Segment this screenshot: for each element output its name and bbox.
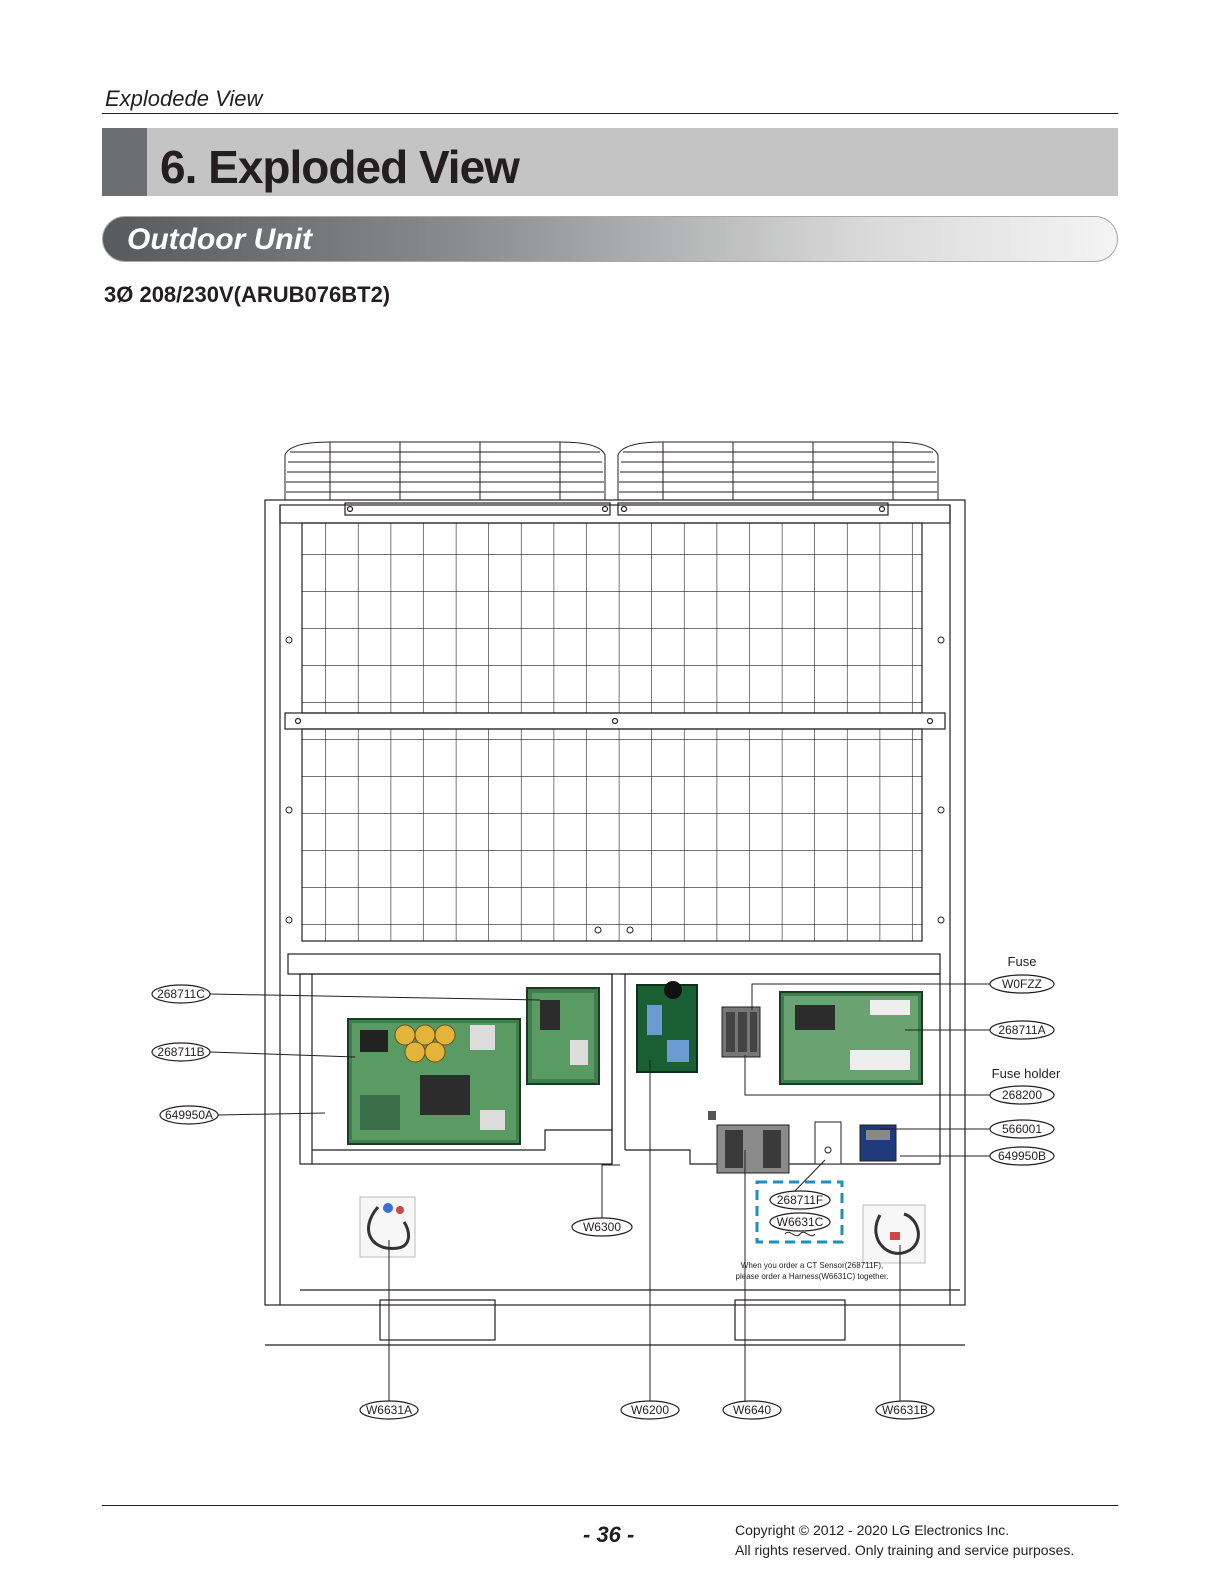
ct-sensor-note-line1: When you order a CT Sensor(268711F), xyxy=(740,1261,884,1270)
fuse-block xyxy=(722,1007,760,1057)
copyright-line1: Copyright © 2012 - 2020 LG Electronics Inc. xyxy=(735,1522,1010,1538)
fan-guard-left xyxy=(285,442,605,500)
copyright-notice xyxy=(735,1520,1074,1560)
section-title: Outdoor Unit xyxy=(127,223,312,256)
chapter-title: 6. Exploded View xyxy=(160,141,519,193)
noise-filter-pcb xyxy=(637,981,697,1072)
fuse-label: Fuse xyxy=(1007,954,1037,969)
callout-268711b: 268711B xyxy=(157,1045,205,1059)
callout-w6631c: W6631C xyxy=(776,1215,824,1229)
reactor xyxy=(717,1125,789,1173)
callout-649950b: 649950B xyxy=(997,1149,1047,1163)
middle-brace xyxy=(285,713,945,729)
callout-w6200: W6200 xyxy=(630,1403,670,1417)
model-line: 3Ø 208/230V(ARUB076BT2) xyxy=(104,282,391,307)
upper-grille xyxy=(302,523,922,713)
running-header: Explodede View xyxy=(105,86,263,111)
main-pcb xyxy=(780,992,922,1084)
harness-w6631b xyxy=(863,1205,925,1263)
ct-sensor-note-line2: please order a Harness(W6631C) together. xyxy=(735,1272,889,1281)
callout-268711c: 268711C xyxy=(157,987,205,1001)
callout-566001: 566001 xyxy=(1001,1122,1043,1136)
callout-w6640: W6640 xyxy=(732,1403,772,1417)
callout-w6631b: W6631B xyxy=(881,1403,929,1417)
reactor-tab xyxy=(708,1111,716,1120)
footer-rule xyxy=(102,1505,1118,1506)
fuse-holder-label: Fuse holder xyxy=(991,1066,1061,1081)
copyright-line2: All rights reserved. Only training and service purposes. xyxy=(735,1542,1075,1558)
callout-649950a: 649950A xyxy=(164,1108,214,1122)
fan-guard-right xyxy=(618,442,938,500)
harness-w6631a xyxy=(360,1197,415,1257)
magnetic-contactor xyxy=(860,1125,896,1161)
ct-harness-sketch xyxy=(785,1232,815,1235)
callout-268200: 268200 xyxy=(1001,1088,1043,1102)
page-number: - 36 - xyxy=(583,1522,635,1547)
callout-w0fzz: W0FZZ xyxy=(1002,977,1042,991)
inverter-pcb xyxy=(348,1019,520,1144)
lower-grille xyxy=(302,729,922,941)
ct-sensor xyxy=(815,1122,841,1164)
sub-pcb xyxy=(527,988,599,1084)
callout-268711a: 268711A xyxy=(998,1023,1046,1037)
callout-268711f: 268711F xyxy=(776,1193,824,1207)
callout-w6300: W6300 xyxy=(582,1220,622,1234)
callout-w6631a: W6631A xyxy=(365,1403,413,1417)
